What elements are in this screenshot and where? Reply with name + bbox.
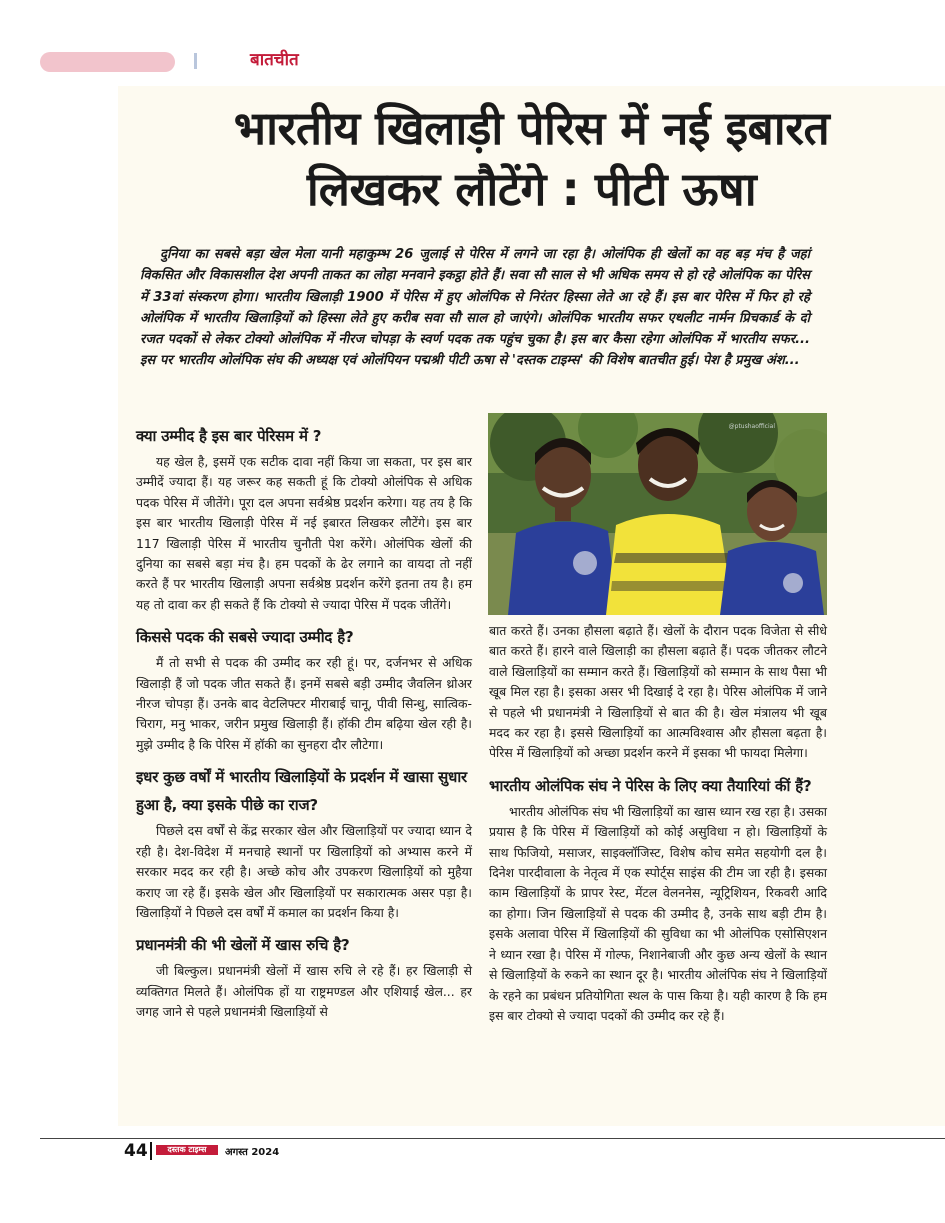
headline	[118, 98, 945, 220]
headline-line-2: लिखकर लौटेंगे : पीटी ऊषा	[306, 162, 757, 216]
footer-divider	[150, 1142, 152, 1160]
issue-date: अगस्त 2024	[225, 1147, 280, 1158]
right-column	[489, 621, 827, 1026]
answer-2: मैं तो सभी से पदक की उम्मीद कर रही हूं। पर, दर्जनभर से अधिक खिलाड़ी हैं जो पदक जीत सकते हैं। इनमें सबसे बड़ी उम्मीद जैवलिन थ्रोअर नीरज चोपड़ा हैं। उनके बाद वेटलिफ्टर मीराबाई चानू, पीवी सिन्धु, सात्विक-चिराग, मनु भाकर, जरीन प्रमुख खिलाड़ी हैं। हॉकी टीम बढ़िया खेल रही है। मुझे उम्मीद है कि पेरिस में हॉकी का सुनहरा दौर लौटेगा।	[136, 655, 472, 752]
answer-4-continued: बात करते हैं। उनका हौसला बढ़ाते हैं। खेलों के दौरान पदक विजेता से सीधे बात करते हैं। हारने वाले खिलाड़ी का हौसला बढ़ाते हैं। पदक जीतकर लौटने वाले खिलाड़ियों का सम्मान करते हैं। खिलाड़ियों को सम्मान के साथ पैसा भी खूब मिल रहा है। इसका असर भी दिखाई दे रहा है। पेरिस ओलंपिक में जाने से पहले भी प्रधानमंत्री ने खिलाड़ियों से बात की है। खेल मंत्रालय भी खूब मदद कर रहा है। इससे खिलाड़ियों का आत्मविश्वास और हौसला बढ़ता है। पेरिस में खिलाड़ियों को अच्छा प्रदर्शन करने में इसका भी फायदा मिलेगा।	[489, 623, 827, 761]
answer-5: भारतीय ओलंपिक संघ भी खिलाड़ियों का खास ध्यान रख रहा है। उसका प्रयास है कि पेरिस में खिलाड़ियों को कोई असुविधा न हो। खिलाड़ियों के साथ फिजियो, मसाजर, साइक्लॉजिस्ट, विशेष कोच समेत सहयोगी दल है। दिनेश पारदीवाला के नेतृत्व में एक स्पोर्ट्स साइंस की टीम जा रही है। इसका काम खिलाड़ियों के प्रापर रेस्ट, मेंटल वेलननेस, न्यूट्रिशियन, रिकवरी आदि का होगा। जिन खिलाड़ियों से पदक की उम्मीद है, उनके साथ बड़ी टीम है। इसके अलावा पेरिस में खिलाड़ियों की सुविधा का भी ओलंपिक एसोसिएशन ने ध्यान रखा है। पेरिस में गोल्फ, निशानेबाजी और कुछ अन्य खेलों के स्थान से खिलाड़ियों के रुकने का स्थान दूर है। भारतीय ओलंपिक संघ ने खिलाड़ियों के रहने का प्रबंधन प्रतियोगिता स्थल के पास किया है। यही कारण है कि हम इस बार टोक्यो से ज्यादा पदकों की उम्मीद कर रहे हैं।	[489, 803, 827, 1023]
question-5: भारतीय ओलंपिक संघ ने पेरिस के लिए क्या तैयारियां कीं हैं?	[489, 776, 812, 795]
section-pill	[40, 52, 175, 72]
answer-4: जी बिल्कुल। प्रधानमंत्री खेलों में खास रुचि ले रहे हैं। हर खिलाड़ी से व्यक्तिगत मिलते हैं। ओलंपिक हों या राष्ट्रमण्डल और एशियाई खेल... हर जगह जाने से पहले प्रधानमंत्री खिलाड़ियों से	[136, 963, 472, 1020]
page-number: 44	[124, 1141, 148, 1161]
intro-paragraph: दुनिया का सबसे बड़ा खेल मेला यानी महाकुम्भ 26 जुलाई से पेरिस में लगने जा रहा है। ओलंपिक ही खेलों का वह बड़ मंच है जहां विकसित और विकासशील देश अपनी ताकत का लोहा मनवाने इकट्ठा होते हैं। सवा सौ साल से भी अधिक समय से हो रहे ओलंपिक का पेरिस में 33वां संस्करण होगा। भारतीय खिलाड़ी 1900 में पेरिस में हुए ओलंपिक से निरंतर हिस्सा लेते आ रहे हैं। इस बार पेरिस में फिर हो रहे ओलंपिक में भारतीय खिलाड़ियों को हिस्सा लेते हुए करीब सवा सौ साल हो जाएंगे। ओलंपिक भारतीय सफर एथलीट नार्मन प्रिचकार्ड के दो रजत पदकों से लेकर टोक्यो ओलंपिक में नीरज चोपड़ा के स्वर्ण पदक तक पहुंच चुका है। इस बार कैसा रहेगा ओलंपिक में भारतीय सफर... इस पर भारतीय ओलंपिक संघ की अध्यक्ष एवं ओलंपियन पद्मश्री पीटी ऊषा से 'दस्तक टाइम्स' की विशेष बातचीत हुई। पेश है प्रमुख अंश...	[140, 247, 810, 369]
article-photo	[488, 413, 827, 615]
section-label: बातचीत	[250, 50, 299, 70]
photo-illustration	[488, 413, 827, 615]
headline-line-1: भारतीय खिलाड़ी पेरिस में नई इबारत	[233, 101, 830, 155]
question-4: प्रधानमंत्री की भी खेलों में खास रुचि है?	[136, 936, 350, 955]
left-column	[136, 422, 472, 1023]
question-1: क्या उम्मीद है इस बार पेरिसम में ?	[136, 427, 322, 445]
answer-1: यह खेल है, इसमें एक सटीक दावा नहीं किया जा सकता, पर इस बार उम्मीदें ज्यादा हैं। यह जरूर कह सकती हूं कि टोक्यो ओलंपिक से अधिक पदक पेरिस में जीतेंगे। पूरा दल अपना सर्वश्रेष्ठ प्रदर्शन करेगा। यह तय है कि इस बार भारतीय खिलाड़ी पेरिस में नई इबारत लिखकर लौटेंगे। इस बार 117 खिलाड़ी पेरिस में भारतीय चुनौती पेश करेंगे। ओलंपिक खेलों की दुनिया का सबसे बड़ा मंच है। हम पदकों के ढेर लगाने का वायदा तो नहीं करते हैं पर भारतीय खिलाड़ी अपना सर्वश्रेष्ठ प्रदर्शन करेंगे इतना तय है। हम यह तो दावा कर ही सकते हैं कि टोक्यो से ज्यादा पेरिस में पदक जीतेंगे।	[136, 454, 472, 612]
question-2: किससे पदक की सबसे ज्यादा उम्मीद है?	[136, 628, 354, 647]
photo-watermark: @ptushaofficial	[728, 423, 775, 430]
answer-3: पिछले दस वर्षों से केंद्र सरकार खेल और खिलाड़ियों पर ज्यादा ध्यान दे रही है। देश-विदेश में मनचाहे स्थानों पर खिलाड़ियों को अभ्यास करने में सरकार मदद कर रही है। अच्छे कोच और उपकरण खिलाड़ियों को मुहैया कराए जा रहे हैं। इसके खेल और खिलाड़ियों पर सकारात्मक असर पड़ा है। खिलाड़ियों ने पिछले दस वर्षों में कमाल का प्रदर्शन किया है।	[136, 823, 472, 920]
publication-logo: दस्तक टाइम्स	[156, 1145, 218, 1155]
footer-rule	[40, 1138, 945, 1139]
question-3: इधर कुछ वर्षों में भारतीय खिलाड़ियों के प्रदर्शन में खासा सुधार हुआ है, क्या इसके पीछे का राज?	[136, 768, 467, 815]
section-divider	[194, 53, 197, 69]
